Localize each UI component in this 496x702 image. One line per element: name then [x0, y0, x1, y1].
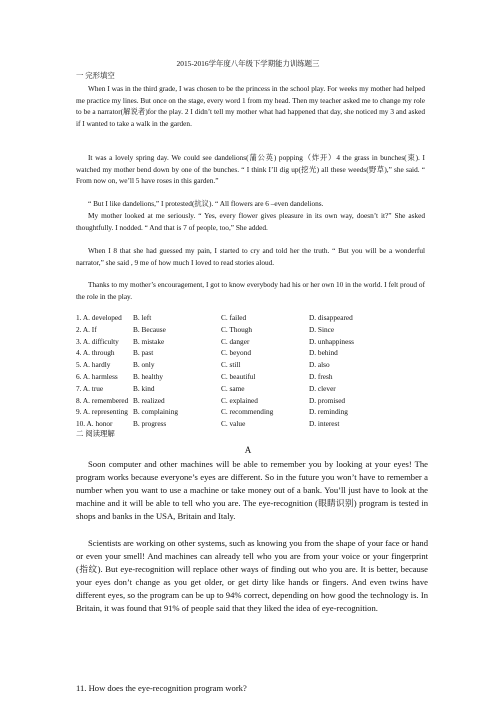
option-d: D. Since	[309, 324, 335, 334]
option-c: C. Though	[221, 324, 253, 334]
option-c: C. value	[221, 419, 246, 429]
option-b: B. past	[133, 348, 154, 358]
section-heading-reading: 二 阅读理解	[76, 429, 115, 438]
option-row	[76, 359, 426, 371]
passage-label: A	[244, 445, 252, 455]
option-row	[76, 406, 426, 418]
option-a: 7. A. true	[76, 383, 104, 393]
option-c: C. danger	[221, 336, 250, 346]
option-c: C. beautiful	[221, 371, 256, 381]
option-b: B. left	[133, 313, 152, 322]
option-d: D. clever	[309, 383, 336, 393]
cloze-paragraph: My mother looked at me seriously. “ Yes, every flower gives pleasure in its own way, doesn’t it?” She asked thoughtfully. I nodded. “ And that is 7 of people, too,” She added.	[76, 211, 425, 232]
document-title: 2015-2016学年度八年级下学期能力训练题三	[176, 59, 320, 68]
option-c: C. still	[221, 360, 241, 370]
option-row	[76, 418, 426, 430]
option-a: 9. A. representing	[76, 407, 128, 417]
cloze-paragraph: When I 8 that she had guessed my pain, I started to cry and told her the truth. “ But you will be a wonderful narrator,” she said , 9 me of how much I loved to read stories aloud.	[76, 246, 425, 267]
cloze-paragraph: “ But I like dandelions,” I protested(抗议). “ All flowers are 6 –even dandelions.	[88, 199, 324, 208]
option-d: D. interest	[309, 419, 340, 429]
option-a: 10. A. honor	[76, 419, 113, 429]
question-11: 11. How does the eye-recognition program work?	[76, 683, 247, 693]
cloze-paragraph: When I was in the third grade, I was chosen to be the princess in the school play. For weeks my mother had helped me practice my lines. But once on the stage, every word 1 from my head. Then my teacher asked me to change my role to be a narrator(解说者)for the play. 2 I didn’t tell my mother what had happened that day, she noticed my 3 and asked if I wanted to take a walk in the garden.	[76, 84, 425, 128]
option-d: D. reminding	[309, 407, 348, 417]
reading-paragraph: Scientists are working on other systems, such as knowing you from the shape of your face or hand or even your smell! And machines can already tell who you are from your voice or your fingerprint (指纹). But eye-recognition will replace other ways of finding out who you are. It is better, because your eyes don’t change as you get older, or get dirty like hands or fingers. And even twins have different eyes, so the program can be up to 94% correct, depending on how good the technology is. In Britain, it was found that 91% of people said that they liked the idea of eye-recognition.	[76, 538, 428, 614]
option-a: 4. A. through	[76, 348, 115, 358]
option-b: B. only	[133, 360, 155, 370]
option-a: 3. A. difficulty	[76, 336, 119, 346]
option-row	[76, 312, 426, 324]
option-d: D. unhappiness	[309, 336, 354, 346]
section-heading-cloze: 一 完形填空	[76, 71, 115, 80]
option-b: B. kind	[133, 383, 155, 393]
option-d: D. fresh	[309, 371, 333, 381]
option-c: C. recommending	[221, 407, 274, 417]
option-b: B. progress	[133, 419, 167, 429]
option-a: 2. A. If	[76, 324, 97, 334]
option-c: C. explained	[221, 395, 258, 405]
cloze-paragraph: Thanks to my mother’s encouragement, I got to know everybody had his or her own 10 in the world. I felt proud of the role in the play.	[76, 280, 425, 301]
option-row	[76, 383, 426, 395]
cloze-paragraph: It was a lovely spring day. We could see dandelions(蒲公英) popping（炸开）4 the grass in bunches(束). I watched my mother bend down by one of the bunches. “ I think I’ll dig up(挖光) all these weeds(野草),” she said. “ From now on, we’ll 5 have roses in this garden.”	[76, 153, 425, 186]
option-c: C. failed	[221, 313, 247, 322]
option-d: D. behind	[309, 348, 338, 358]
option-c: C. same	[221, 383, 245, 393]
option-a: 1. A. developed	[76, 313, 122, 322]
option-row	[76, 336, 426, 348]
option-a: 6. A. harmless	[76, 371, 118, 381]
option-d: D. promised	[309, 395, 346, 405]
options-table	[76, 312, 426, 430]
option-b: B. healthy	[133, 371, 163, 381]
option-d: D. also	[309, 360, 330, 370]
option-row	[76, 347, 426, 359]
option-b: B. Because	[133, 324, 166, 334]
option-row	[76, 371, 426, 383]
option-b: B. mistake	[133, 336, 165, 346]
option-b: B. realized	[133, 395, 165, 405]
reading-paragraph: Soon computer and other machines will be able to remember you by looking at your eyes! The program works because everyone’s eyes are different. So in the future you won’t have to remember a number when you want to use a machine or take money out of a bank. You’ll just have to look at the machine and it will be able to tell who you are. The eye-recognition (眼睛识别) program is tested in shops and banks in the USA, Britain and Italy.	[76, 459, 428, 522]
option-a: 5. A. hardly	[76, 360, 111, 370]
option-row	[76, 395, 426, 407]
option-c: C. beyond	[221, 348, 251, 358]
option-d: D. disappeared	[309, 313, 353, 322]
option-a: 8. A. remembered	[76, 395, 129, 405]
option-b: B. complaining	[133, 407, 178, 417]
option-row	[76, 324, 426, 336]
